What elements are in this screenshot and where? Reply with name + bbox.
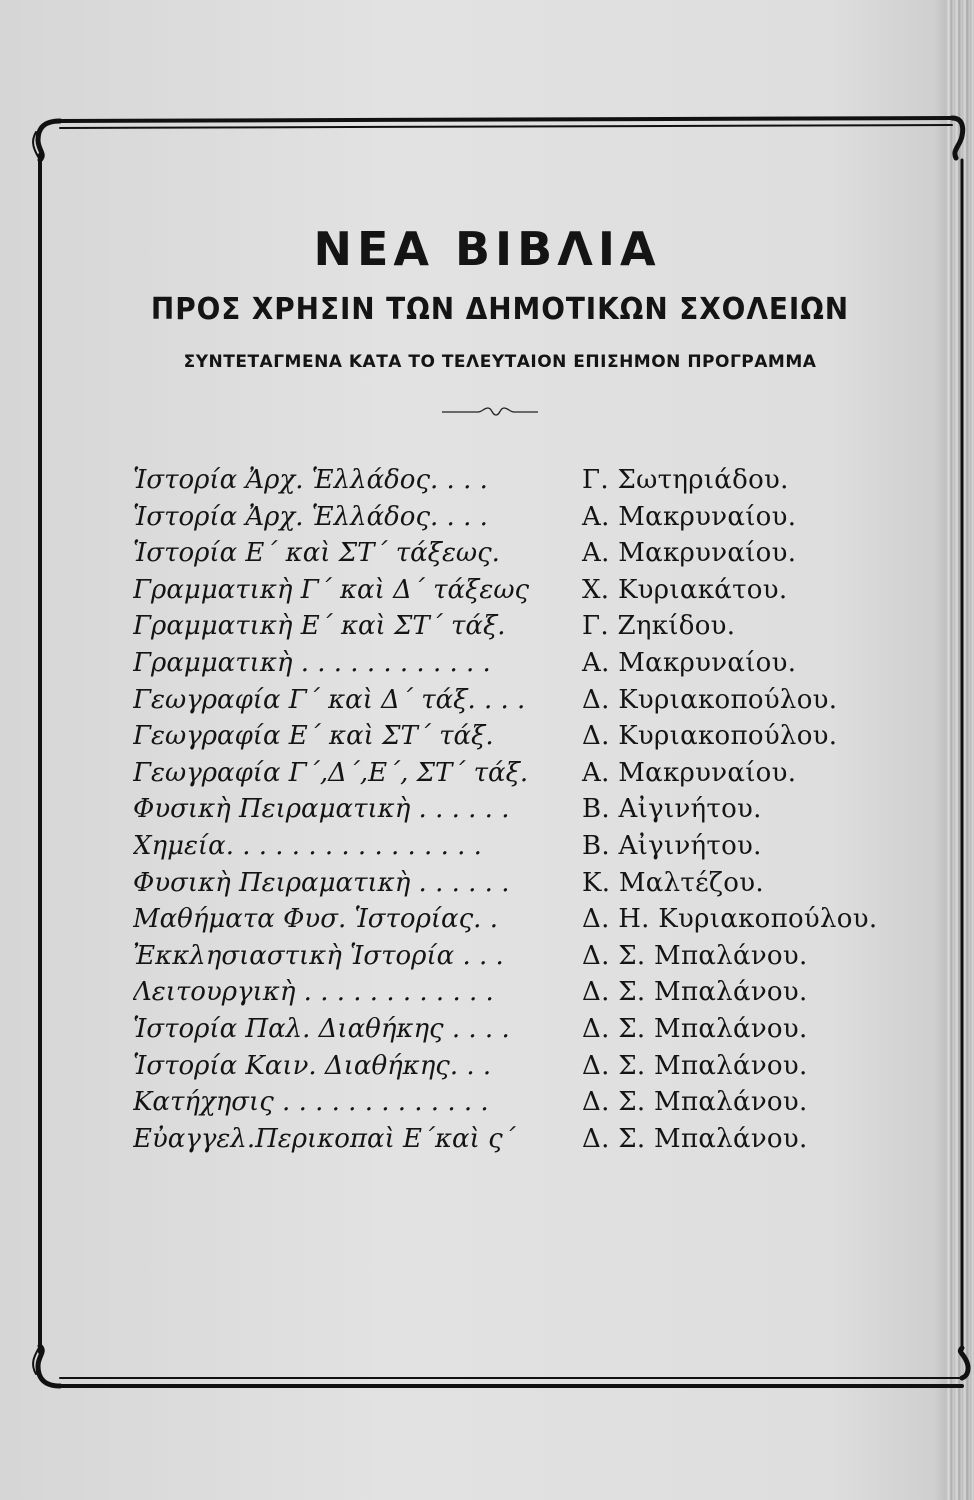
ornament-divider (440, 403, 540, 419)
book-title: Φυσικὴ Πειραματικὴ . . . . . . (133, 867, 510, 898)
book-author: Α. Μακρυναίου. (582, 757, 797, 788)
book-author: Β. Αἰγινήτου. (582, 830, 762, 861)
book-title: Ἱστορία Ε΄ καὶ ΣΤ΄ τάξεως. (133, 538, 500, 569)
list-item (0, 901, 974, 938)
list-item (0, 1121, 974, 1158)
list-item (0, 645, 974, 682)
list-item (0, 462, 974, 499)
book-title: Κατήχησις . . . . . . . . . . . . . (133, 1087, 489, 1118)
book-title: Ἱστορία Ἀρχ. Ἑλλάδος. . . . (133, 501, 488, 532)
book-author: Γ. Ζηκίδου. (582, 611, 736, 642)
list-item (0, 755, 974, 792)
book-author: Δ. Σ. Μπαλάνου. (582, 1013, 808, 1044)
book-title: Ἱστορία Ἀρχ. Ἑλλάδος. . . . (133, 465, 488, 495)
book-title: Φυσικὴ Πειραματικὴ . . . . . . (133, 794, 510, 825)
book-title: Ἱστορία Καιν. Διαθήκης. . . (133, 1050, 492, 1081)
book-title: Ἐκκλησιαστικὴ Ἱστορία . . . (133, 940, 504, 971)
book-author: Δ. Σ. Μπαλάνου. (582, 977, 808, 1008)
book-author: Δ. Σ. Μπαλάνου. (582, 1087, 808, 1118)
list-item (0, 608, 974, 645)
list-item (0, 791, 974, 828)
book-author: Δ. Η. Κυριακοπούλου. (582, 904, 878, 935)
page-title: ΝΕΑ ΒΙΒΛΙΑ (313, 222, 661, 276)
book-title: Γεωγραφία Γ΄,Δ΄,Ε΄, ΣΤ΄ τάξ. (133, 757, 529, 788)
book-author: Δ. Σ. Μπαλάνου. (582, 940, 808, 971)
list-item (0, 718, 974, 755)
book-author: Δ. Κυριακοπούλου. (582, 721, 838, 752)
book-author: Δ. Σ. Μπαλάνου. (582, 1050, 808, 1081)
book-author: Β. Αἰγινήτου. (582, 794, 762, 825)
list-item (0, 865, 974, 902)
book-title: Γραμματικὴ Γ΄ καὶ Δ΄ τάξεως (133, 574, 530, 605)
book-list (0, 462, 974, 1157)
book-author: Χ. Κυριακάτου. (582, 574, 788, 605)
list-item (0, 572, 974, 609)
book-title: Μαθήματα Φυσ. Ἱστορίας. . (133, 904, 498, 935)
book-author: Δ. Κυριακοπούλου. (582, 684, 838, 715)
book-author: Α. Μακρυναίου. (582, 501, 797, 532)
list-item (0, 1084, 974, 1121)
book-title: Ἱστορία Παλ. Διαθήκης . . . . (133, 1013, 510, 1044)
book-title: Χημεία. . . . . . . . . . . . . . . . (133, 830, 482, 861)
book-author: Α. Μακρυναίου. (582, 538, 797, 569)
list-item (0, 1048, 974, 1085)
book-title: Γεωγραφία Γ΄ καὶ Δ΄ τάξ. . . . (133, 684, 526, 715)
book-author: Δ. Σ. Μπαλάνου. (582, 1123, 808, 1154)
list-item (0, 682, 974, 719)
book-title: Γραμματικὴ . . . . . . . . . . . . (133, 647, 491, 678)
book-title: Εὐαγγελ.Περικοπαὶ Ε΄καὶ ς΄ (133, 1123, 516, 1154)
book-author: Κ. Μαλτέζου. (582, 867, 764, 898)
list-item (0, 499, 974, 536)
book-author: Α. Μακρυναίου. (582, 647, 797, 678)
list-item (0, 828, 974, 865)
page-subtitle: ΠΡΟΣ ΧΡΗΣΙΝ ΤΩΝ ΔΗΜΟΤΙΚΩΝ ΣΧΟΛΕΙΩΝ (150, 292, 850, 327)
book-title: Γεωγραφία Ε΄ καὶ ΣΤ΄ τάξ. (133, 721, 494, 752)
list-item (0, 974, 974, 1011)
list-item (0, 938, 974, 975)
book-title: Γραμματικὴ Ε΄ καὶ ΣΤ΄ τάξ. (133, 611, 506, 642)
book-title: Λειτουργικὴ . . . . . . . . . . . . (133, 977, 494, 1008)
list-item (0, 1011, 974, 1048)
page-subsubtitle: ΣΥΝΤΕΤΑΓΜΕΝΑ ΚΑΤΑ ΤΟ ΤΕΛΕΥΤΑΙΟΝ ΕΠΙΣΗΜΟΝ ΠΡΟΓΡΑΜΜΑ (183, 352, 817, 372)
list-item (0, 535, 974, 572)
book-author: Γ. Σωτηριάδου. (582, 465, 789, 495)
